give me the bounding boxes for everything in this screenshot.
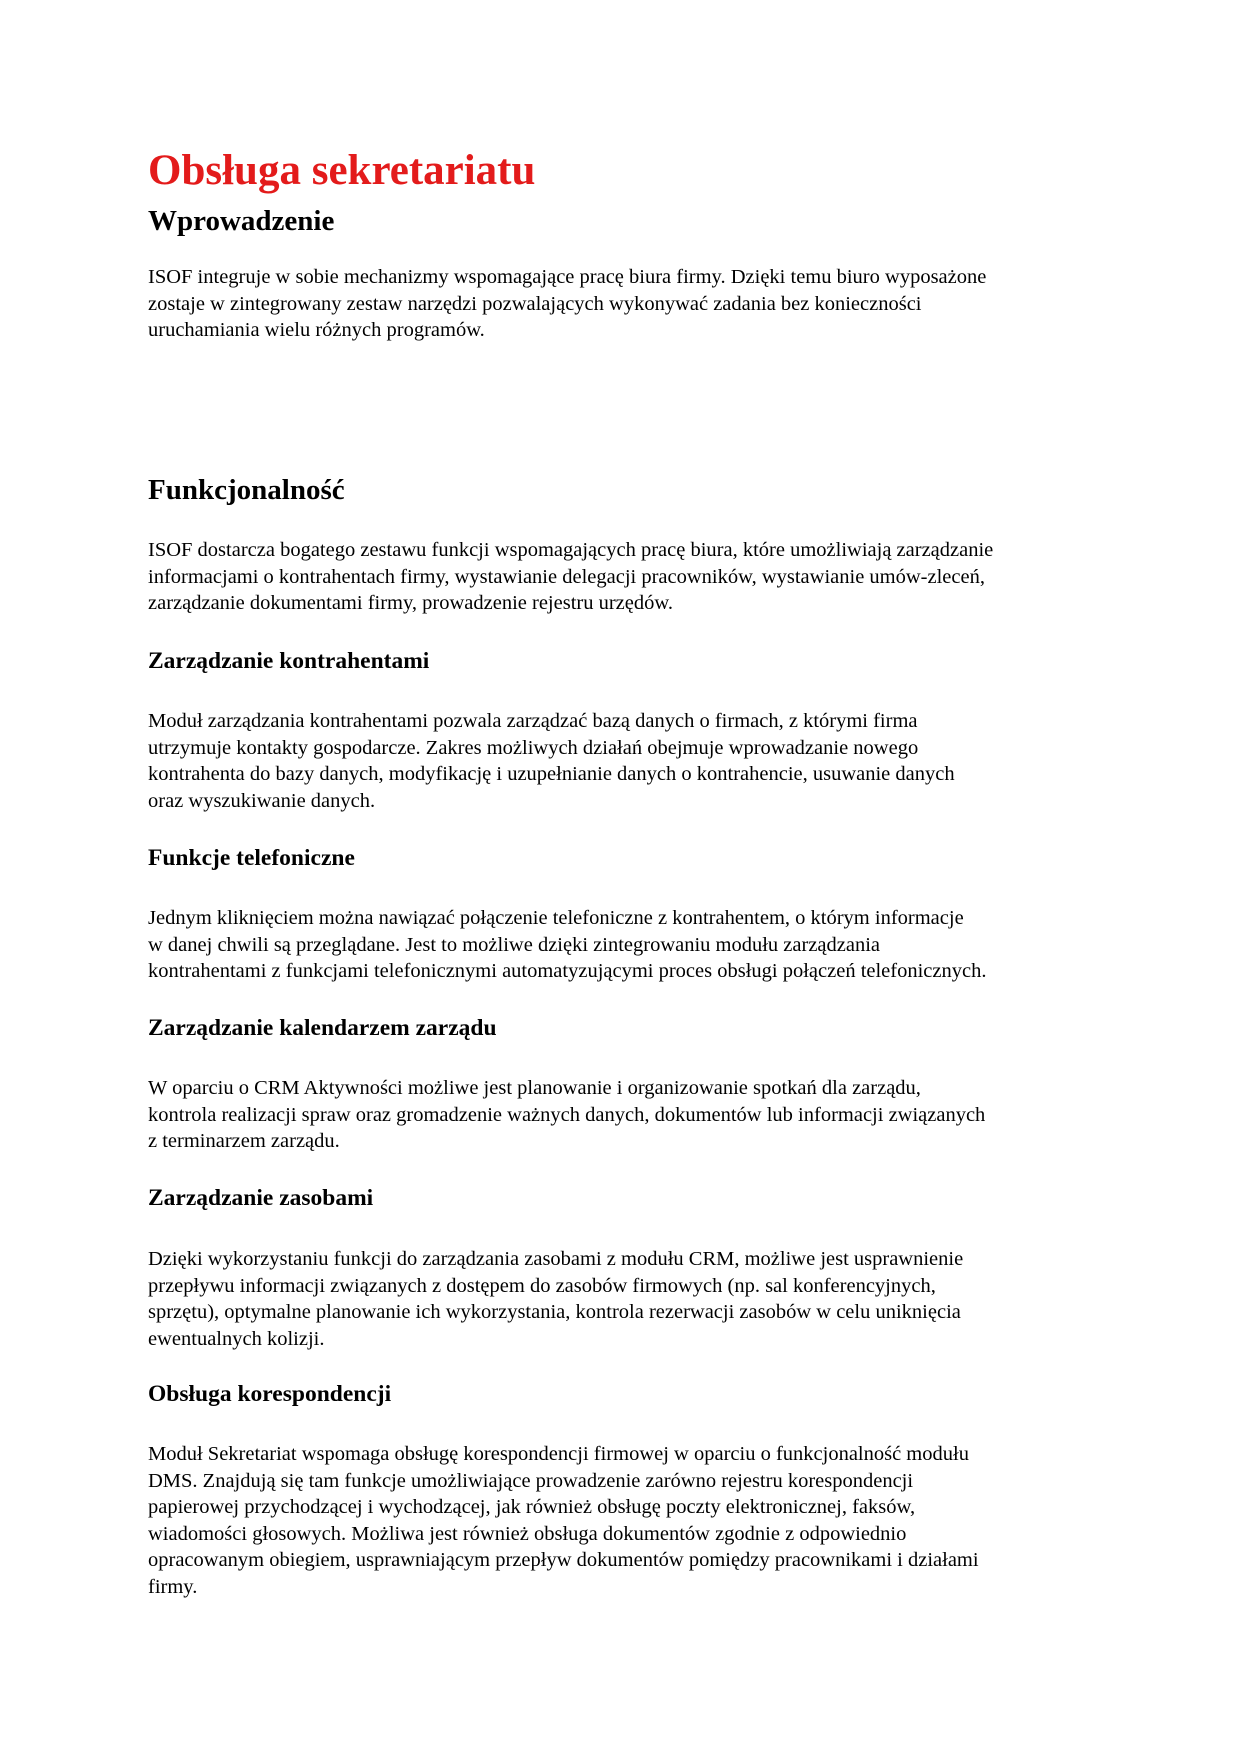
paragraph-line: Moduł Sekretariat wspomaga obsługę korespondencji firmowej w oparciu o funkcjonalność modułu [148,1443,969,1465]
paragraph-line: zarządzanie dokumentami firmy, prowadzenie rejestru urzędów. [148,592,673,614]
section-heading-zarzadzanie-kontrahentami: Zarządzanie kontrahentami [148,648,430,674]
paragraph-line: Moduł zarządzania kontrahentami pozwala zarządzać bazą danych o firmach, z którymi firma [148,710,918,732]
section-heading-wprowadzenie: Wprowadzenie [148,205,335,237]
paragraph-line: w danej chwili są przeglądane. Jest to możliwe dzięki zintegrowaniu modułu zarządzania [148,933,881,956]
paragraph-line: ewentualnych kolizji. [148,1327,325,1350]
paragraph-line: uruchamiania wielu różnych programów. [148,319,485,341]
paragraph-line: W oparciu o CRM Aktywności możliwe jest planowanie i organizowanie spotkań dla zarządu, [148,1077,921,1099]
section-paragraph-zarzadzanie-zasobami [148,1246,963,1352]
section-paragraph-funkcjonalnosc [148,537,993,617]
paragraph-line: Jednym kliknięciem można nawiązać połączenie telefoniczne z kontrahentem, o którym informacje [148,907,964,929]
paragraph-line: Dzięki wykorzystaniu funkcji do zarządzania zasobami z modułu CRM, możliwe jest usprawnienie [148,1248,964,1270]
paragraph-line: oraz wyszukiwanie danych. [148,789,376,812]
paragraph-line: ISOF dostarcza bogatego zestawu funkcji wspomagających pracę biura, które umożliwiają zarządzanie [148,539,994,561]
paragraph-line: ISOF integruje w sobie mechanizmy wspomagające pracę biura firmy. Dzięki temu biuro wyposażone [148,266,987,288]
paragraph-line: informacjami o kontrahentach firmy, wystawianie delegacji pracowników, wystawianie umów-zleceń, [148,565,985,588]
paragraph-line: kontrahentami z funkcjami telefonicznymi automatyzującymi proces obsługi połączeń telefonicznych. [148,960,987,982]
section-paragraph-funkcje-telefoniczne [148,905,986,985]
paragraph-line: z terminarzem zarządu. [148,1130,340,1152]
section-heading-zarzadzanie-zasobami: Zarządzanie zasobami [148,1185,374,1211]
paragraph-line: firmy. [148,1575,198,1598]
paragraph-line: kontrahenta do bazy danych, modyfikację i uzupełnianie danych o kontrahencie, usuwanie danych [148,763,955,785]
section-paragraph-zarzadzanie-kalendarzem [148,1075,985,1155]
section-paragraph-obsluga-korespondencji [148,1441,979,1600]
paragraph-line: kontrola realizacji spraw oraz gromadzenie ważnych danych, dokumentów lub informacji związanych [148,1103,986,1126]
section-paragraph-zarzadzanie-kontrahentami [148,708,955,814]
paragraph-line: przepływu informacji związanych z dostępem do zasobów firmowych (np. sal konferencyjnych, [148,1274,936,1297]
section-paragraph-wprowadzenie [148,264,986,344]
paragraph-line: zostaje w zintegrowany zestaw narzędzi pozwalających wykonywać zadania bez konieczności [148,292,922,315]
paragraph-line: sprzętu), optymalne planowanie ich wykorzystania, kontrola rezerwacji zasobów w celu uniknięcia [148,1301,961,1323]
section-heading-zarzadzanie-kalendarzem: Zarządzanie kalendarzem zarządu [148,1015,497,1041]
section-heading-funkcje-telefoniczne: Funkcje telefoniczne [148,845,355,871]
section-heading-funkcjonalnosc: Funkcjonalność [148,474,345,506]
paragraph-line: DMS. Znajdują się tam funkcje umożliwiające prowadzenie zarówno rejestru korespondencji [148,1469,914,1492]
paragraph-line: papierowej przychodzącej i wychodzącej, jak również obsługę poczty elektronicznej, faksów, [148,1496,916,1518]
document-title: Obsługa sekretariatu [148,147,536,194]
paragraph-line: wiadomości głosowych. Możliwa jest również obsługa dokumentów zgodnie z odpowiednio [148,1522,907,1545]
paragraph-line: utrzymuje kontakty gospodarcze. Zakres możliwych działań obejmuje wprowadzanie nowego [148,736,919,759]
paragraph-line: opracowanym obiegiem, usprawniającym przepływ dokumentów pomiędzy pracownikami i działami [148,1549,979,1571]
section-heading-obsluga-korespondencji: Obsługa korespondencji [148,1381,392,1407]
